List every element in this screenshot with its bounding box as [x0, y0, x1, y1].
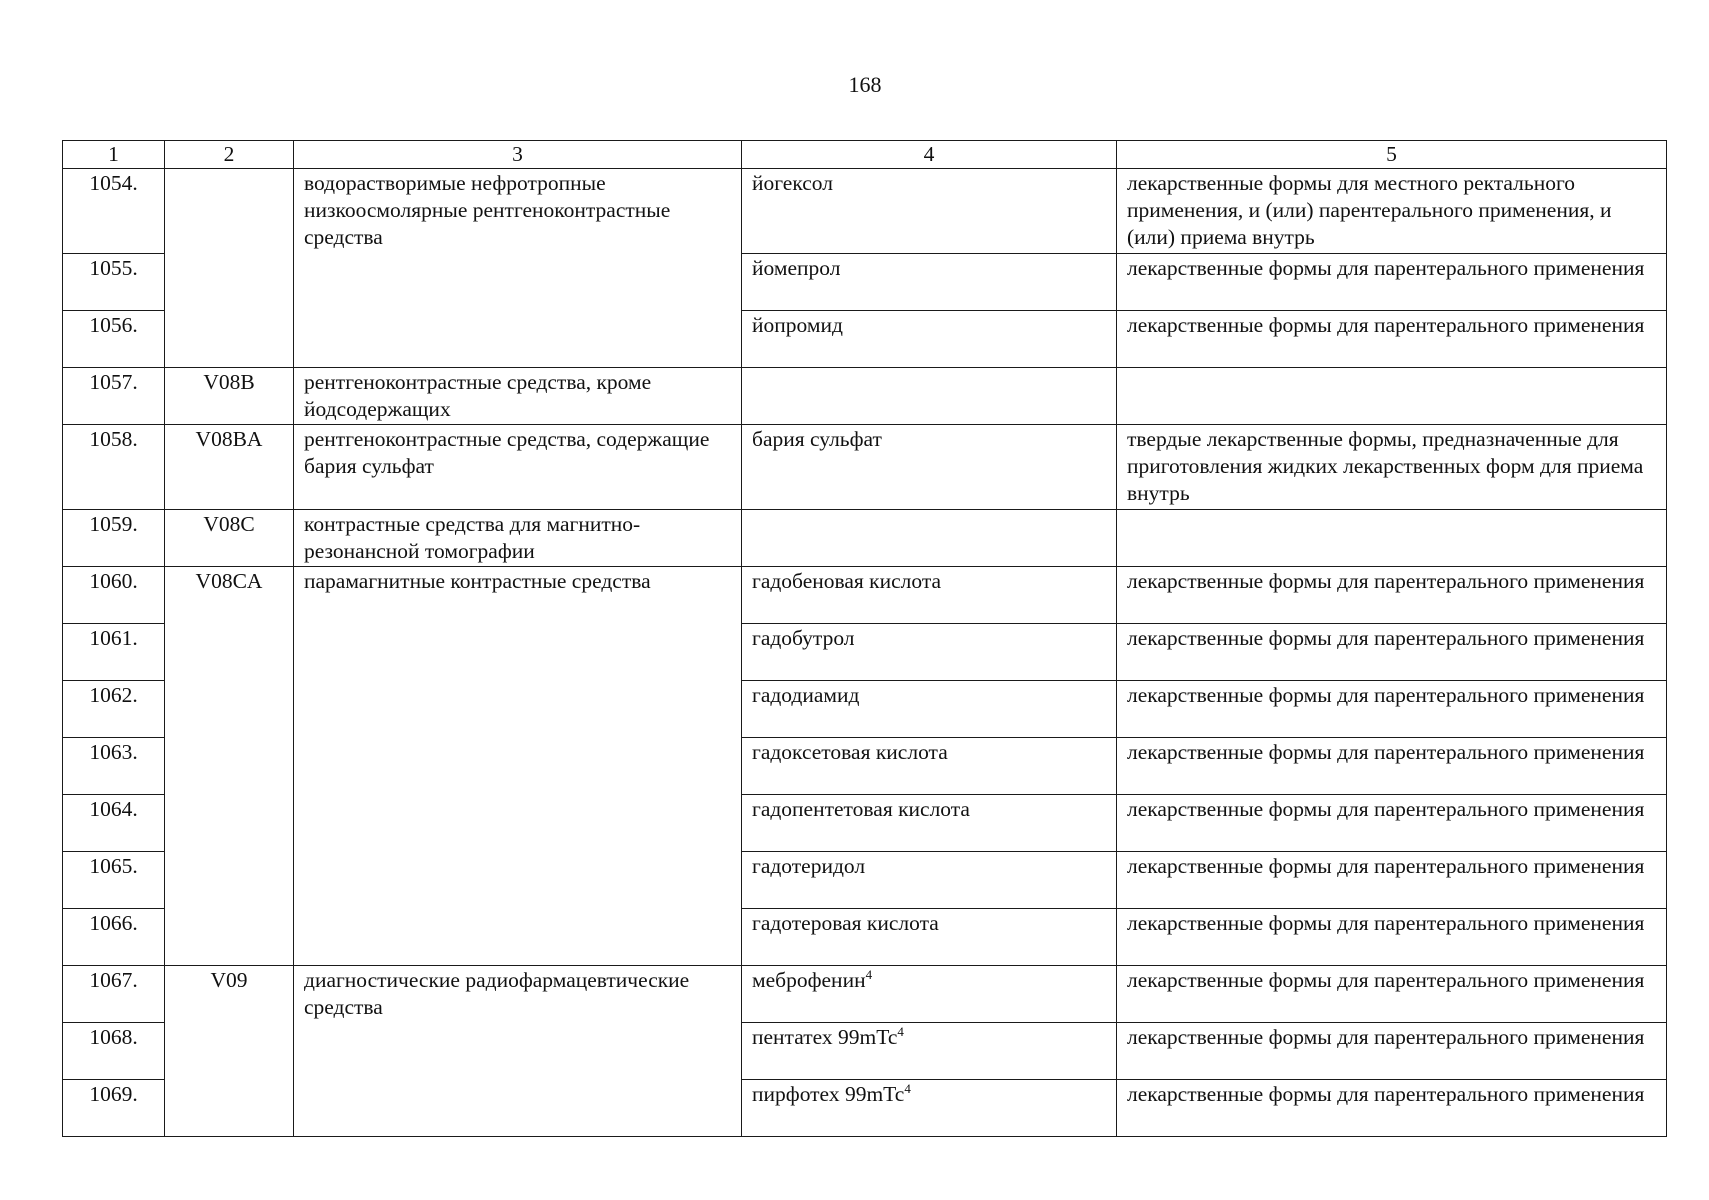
- row-number: 1057.: [63, 368, 165, 425]
- group-name: водорастворимые нефротропные низкоосмолярные рентгеноконтрастные средства: [294, 169, 742, 368]
- row-number: 1056.: [63, 311, 165, 368]
- row-number: 1061.: [63, 624, 165, 681]
- row-number: 1054.: [63, 169, 165, 254]
- footnote-marker: 4: [865, 967, 873, 982]
- column-header-5: 5: [1117, 141, 1667, 169]
- drug-name: гадотеридол: [742, 852, 1117, 909]
- dosage-form: лекарственные формы для парентерального применения: [1117, 966, 1667, 1023]
- row-number: 1066.: [63, 909, 165, 966]
- column-header-1: 1: [63, 141, 165, 169]
- table-row: [63, 368, 1667, 425]
- row-number: 1064.: [63, 795, 165, 852]
- atc-code: [165, 169, 294, 368]
- drug-name: гадодиамид: [742, 681, 1117, 738]
- dosage-form: [1117, 368, 1667, 425]
- drug-name: бария сульфат: [742, 425, 1117, 510]
- row-number: 1060.: [63, 567, 165, 624]
- column-header-2: 2: [165, 141, 294, 169]
- row-number: 1062.: [63, 681, 165, 738]
- footnote-marker: 4: [897, 1024, 904, 1039]
- dosage-form: лекарственные формы для парентерального применения: [1117, 254, 1667, 311]
- dosage-form: лекарственные формы для парентерального применения: [1117, 795, 1667, 852]
- atc-code: V08C: [165, 510, 294, 567]
- dosage-form: лекарственные формы для парентерального применения: [1117, 909, 1667, 966]
- atc-code: V08BA: [165, 425, 294, 510]
- drug-name: гадотеровая кислота: [742, 909, 1117, 966]
- column-header-3: 3: [294, 141, 742, 169]
- dosage-form: лекарственные формы для парентерального применения: [1117, 1080, 1667, 1137]
- row-number: 1058.: [63, 425, 165, 510]
- group-name: парамагнитные контрастные средства: [294, 567, 742, 966]
- row-number: 1059.: [63, 510, 165, 567]
- drug-name-text: меброфенин: [752, 968, 866, 992]
- group-name: рентгеноконтрастные средства, кроме йодсодержащих: [294, 368, 742, 425]
- table-row: [63, 966, 1667, 1023]
- row-number: 1065.: [63, 852, 165, 909]
- row-number: 1069.: [63, 1080, 165, 1137]
- row-number: 1055.: [63, 254, 165, 311]
- table-row: [63, 425, 1667, 510]
- atc-code: V09: [165, 966, 294, 1137]
- dosage-form: лекарственные формы для парентерального применения: [1117, 852, 1667, 909]
- drug-name: йопромид: [742, 311, 1117, 368]
- table-row: [63, 510, 1667, 567]
- table-header-row: [63, 141, 1667, 169]
- group-name: контрастные средства для магнитно-резонансной томографии: [294, 510, 742, 567]
- drug-name: [742, 1023, 1117, 1080]
- dosage-form: лекарственные формы для парентерального применения: [1117, 311, 1667, 368]
- drug-name-text: пирфотех 99mTc: [752, 1082, 905, 1106]
- drug-name: йомепрол: [742, 254, 1117, 311]
- drug-name: [742, 368, 1117, 425]
- dosage-form: лекарственные формы для парентерального применения: [1117, 738, 1667, 795]
- dosage-form: лекарственные формы для парентерального применения: [1117, 681, 1667, 738]
- dosage-form: лекарственные формы для местного ректального применения, и (или) парентерального применения, и (или) приема внутрь: [1117, 169, 1667, 254]
- drug-name: [742, 510, 1117, 567]
- row-number: 1068.: [63, 1023, 165, 1080]
- table-row: [63, 567, 1667, 624]
- dosage-form: лекарственные формы для парентерального применения: [1117, 567, 1667, 624]
- drug-table: [62, 140, 1667, 1137]
- footnote-marker: 4: [904, 1081, 911, 1096]
- dosage-form: лекарственные формы для парентерального применения: [1117, 624, 1667, 681]
- atc-code: V08CA: [165, 567, 294, 966]
- dosage-form: лекарственные формы для парентерального применения: [1117, 1023, 1667, 1080]
- row-number: 1063.: [63, 738, 165, 795]
- page-number: 168: [848, 72, 882, 97]
- column-header-4: 4: [742, 141, 1117, 169]
- row-number: 1067.: [63, 966, 165, 1023]
- dosage-form: [1117, 510, 1667, 567]
- table-row: [63, 169, 1667, 254]
- drug-name: [742, 1080, 1117, 1137]
- drug-name: йогексол: [742, 169, 1117, 254]
- drug-name: гадопентетовая кислота: [742, 795, 1117, 852]
- drug-name: гадоксетовая кислота: [742, 738, 1117, 795]
- drug-name: гадобутрол: [742, 624, 1117, 681]
- drug-name: гадобеновая кислота: [742, 567, 1117, 624]
- group-name: рентгеноконтрастные средства, содержащие бария сульфат: [294, 425, 742, 510]
- atc-code: V08B: [165, 368, 294, 425]
- group-name: диагностические радиофармацевтические средства: [294, 966, 742, 1137]
- dosage-form: твердые лекарственные формы, предназначенные для приготовления жидких лекарственных форм для приема внутрь: [1117, 425, 1667, 510]
- drug-name-text: пентатех 99mTc: [752, 1025, 898, 1049]
- drug-name: [742, 966, 1117, 1023]
